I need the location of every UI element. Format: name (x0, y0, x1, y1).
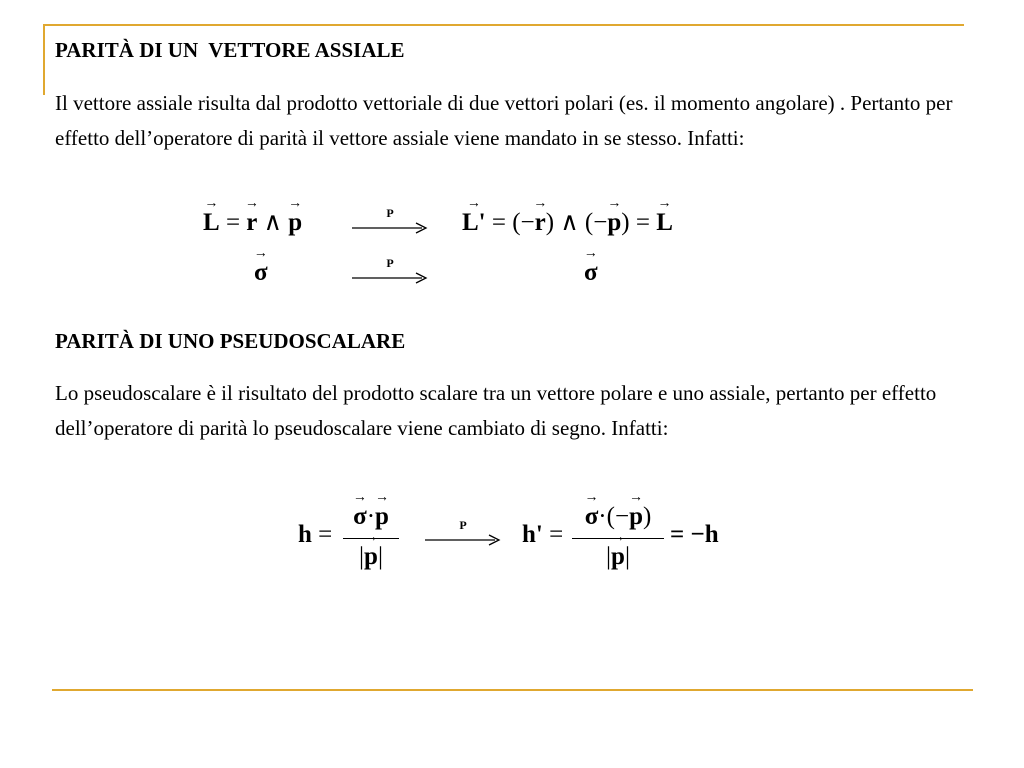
close-paren: ) (621, 209, 630, 236)
fraction-h-prime (572, 503, 664, 583)
right-arrow-icon (352, 272, 428, 284)
left-rule (43, 24, 45, 95)
top-rule (43, 24, 964, 26)
vector-L: → L (203, 209, 220, 237)
sigma-right (584, 259, 598, 287)
equation-L-prime (462, 207, 673, 237)
heading-axial-vector: PARITÀ DI UN VETTORE ASSIALE (55, 38, 405, 62)
open-paren-minus: (− (512, 209, 535, 236)
equals-sign: = (225, 209, 241, 236)
paragraph-pseudoscalar: Lo pseudoscalare è il risultato del prodotto scalare tra un vettore polare e uno assiale, pertanto per effetto dell’operatore di parità lo pseudoscalare viene cambiato di segno. Infatti: (55, 381, 937, 440)
vector-sigma: → σ (353, 503, 367, 531)
denominator: |→ p| (343, 543, 399, 571)
equals-sign: = (318, 521, 333, 548)
vector-p: → p (288, 209, 302, 237)
negative-h: = −h (670, 521, 719, 548)
vector-sigma: → σ (584, 259, 598, 287)
wedge-operator: ∧ (560, 209, 579, 236)
equals-sign: = (549, 521, 564, 548)
parity-arrow-1 (352, 206, 428, 240)
dot-operator: · (598, 503, 607, 530)
dot-operator: · (366, 503, 376, 530)
vector-r: → r (535, 209, 546, 237)
open-paren-minus: (− (584, 209, 608, 236)
parity-label: P (386, 256, 394, 270)
equals-sign: = (491, 209, 506, 236)
h-lhs (298, 521, 332, 549)
numerator (572, 503, 664, 531)
parity-arrow-3 (425, 518, 501, 552)
sigma-left (254, 259, 268, 287)
parity-label: P (459, 518, 467, 532)
heading-pseudoscalar: PARITÀ DI UNO PSEUDOSCALARE (55, 329, 406, 353)
vector-p: → p (607, 209, 621, 237)
equals-sign: = (635, 209, 650, 236)
h-prime-lhs (522, 521, 563, 549)
vector-L-prime: → L' (462, 209, 486, 237)
denominator: |→ p| (572, 543, 664, 571)
wedge-operator: ∧ (263, 209, 282, 236)
vector-p: → p (375, 503, 389, 531)
vector-p: → p (611, 543, 625, 571)
vector-r: → r (246, 209, 257, 237)
right-arrow-icon (425, 534, 501, 546)
vector-p: → p (364, 543, 378, 571)
symbol-h-prime: h' (522, 521, 543, 548)
right-arrow-icon (352, 222, 428, 234)
vector-p: → p (629, 503, 643, 531)
parity-arrow-2 (352, 256, 428, 290)
result-negative-h (670, 521, 719, 549)
open-paren-minus: (− (606, 503, 630, 530)
close-paren: ) (545, 209, 555, 236)
paragraph-axial-vector: Il vettore assiale risulta dal prodotto vettoriale di due vettori polari (es. il momento angolare) . Pertanto per effetto dell’operatore di parità il vettore assiale viene mandato in se stesso. Infatti: (55, 91, 953, 150)
equation-L-definition (203, 207, 302, 237)
symbol-h: h (298, 521, 312, 548)
fraction-h (343, 503, 399, 583)
close-paren: ) (642, 503, 652, 530)
vector-sigma: → σ (585, 503, 599, 531)
vector-L: → L (656, 209, 673, 237)
parity-label: P (386, 206, 394, 220)
vector-sigma: → σ (254, 259, 268, 287)
bottom-rule (52, 689, 973, 691)
numerator (343, 503, 399, 531)
